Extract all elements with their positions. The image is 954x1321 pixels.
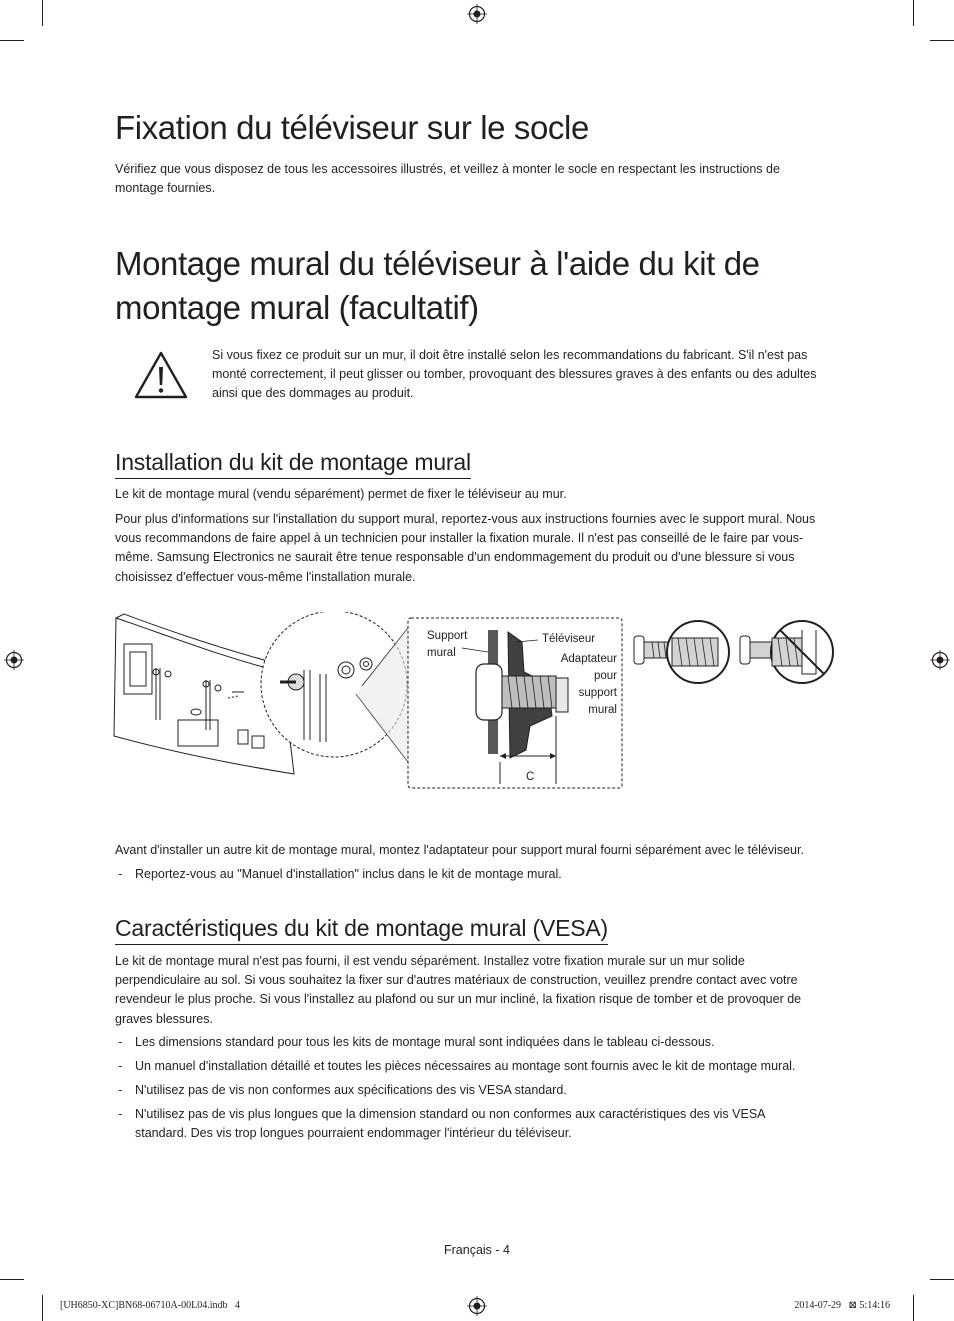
vesa-heading-wrap [115, 914, 608, 945]
file-info: [UH6850-XC]BN68-06710A-00L04.indb 4 [60, 1300, 240, 1311]
label-televiseur: Téléviseur [542, 633, 596, 645]
crop-mark [913, 1295, 914, 1321]
list-item: - Les dimensions standard pour tous les kits de montage mural sont indiquées dans le tableau ci-dessous. [118, 1035, 715, 1049]
installation-heading: Installation du kit de montage mural [115, 448, 471, 479]
wall-mount-diagram [112, 612, 872, 794]
incorrect-screw-icon [740, 621, 833, 683]
page-number: Français - 4 [444, 1243, 510, 1257]
label-adaptateur-2: pour [593, 670, 617, 682]
wall-mount-title [115, 242, 875, 330]
crop-mark [0, 40, 24, 41]
label-adaptateur-1: Adaptateur [560, 653, 617, 665]
warning-icon [133, 350, 189, 400]
adapter-bullet [115, 865, 855, 884]
label-dimension-c: C [526, 771, 535, 783]
installation-para2: Pour plus d'informations sur l'installation du support mural, reportez-vous aux instructions fournies avec le support mural. Nous vous recommandons de faire appel à un technicien pour installer la fixation murale. Il n'est pas conseillé de le faire par vous-même. Samsung Electronics ne saurait être tenue responsable d'un endommagement du produit ou d'une blessure si vous choisissez d'effectuer vous-même l'installation murale. [115, 512, 816, 584]
crop-mark [913, 0, 914, 26]
adapter-note: Avant d'installer un autre kit de montage mural, montez l'adaptateur pour support mural fourni séparément avec le téléviseur. [115, 843, 804, 857]
crop-mark [930, 40, 954, 41]
registration-mark-icon [467, 1296, 487, 1316]
intro-paragraph: Vérifiez que vous disposez de tous les accessoires illustrés, et veillez à monter le socle en respectant les instructions de montage fournies. [115, 162, 780, 196]
list-item: - N'utilisez pas de vis non conformes aux spécifications des vis VESA standard. [118, 1083, 567, 1097]
crop-mark [930, 1279, 954, 1280]
list-item: - N'utilisez pas de vis plus longues que la dimension standard ou non conformes aux caractéristiques des vis VESA standard. Des vis trop longues pourraient endommager l'intérieur du téléviseur. [118, 1107, 765, 1141]
list-item: - Un manuel d'installation détaillé et toutes les pièces nécessaires au montage sont fournis avec le kit de montage mural. [118, 1059, 796, 1073]
correct-screw-icon [634, 621, 729, 683]
registration-mark-icon [930, 650, 950, 670]
vesa-paragraph: Le kit de montage mural n'est pas fourni, il est vendu séparément. Installez votre fixation murale sur un mur solide perpendiculaire au sol. Si vous souhaitez la fixer sur d'autres matériaux de construction, veuillez prendre contact avec votre revendeur le plus proche. Si vous l'installez au plafond ou sur un mur incliné, la fixation risque de tomber et de provoquer de graves blessures. [115, 954, 802, 1026]
label-support-mural-1: Support [427, 630, 468, 642]
installation-heading-wrap [115, 448, 471, 479]
vesa-heading: Caractéristiques du kit de montage mural (VESA) [115, 914, 608, 945]
page-title: Fixation du téléviseur sur le socle [115, 109, 589, 146]
crop-mark [0, 1279, 24, 1280]
label-support-mural-2: mural [427, 647, 456, 659]
label-adaptateur-4: mural [588, 704, 617, 716]
wall-mount-title-line2: montage mural (facultatif) [115, 289, 479, 326]
wall-mount-title-line1: Montage mural du téléviseur à l'aide du kit de [115, 245, 760, 282]
date-info: 2014-07-29 ⊠ 5:14:16 [794, 1300, 890, 1311]
registration-mark-icon [467, 4, 487, 24]
vesa-bullet-list [115, 1033, 835, 1143]
crop-mark [42, 0, 43, 26]
registration-mark-icon [4, 650, 24, 670]
crop-mark [42, 1295, 43, 1321]
warning-text: Si vous fixez ce produit sur un mur, il doit être installé selon les recommandations du fabricant. S'il n'est pas monté correctement, il peut glisser ou tomber, provoquant des blessures graves à des enfants ou des adultes ainsi que des dommages au produit. [212, 348, 817, 401]
installation-para1: Le kit de montage mural (vendu séparément) permet de fixer le téléviseur au mur. [115, 487, 567, 501]
bullet-dash: - [118, 867, 123, 881]
label-adaptateur-3: support [578, 687, 617, 699]
bullet-text: Reportez-vous au "Manuel d'installation" inclus dans le kit de montage mural. [135, 867, 562, 881]
